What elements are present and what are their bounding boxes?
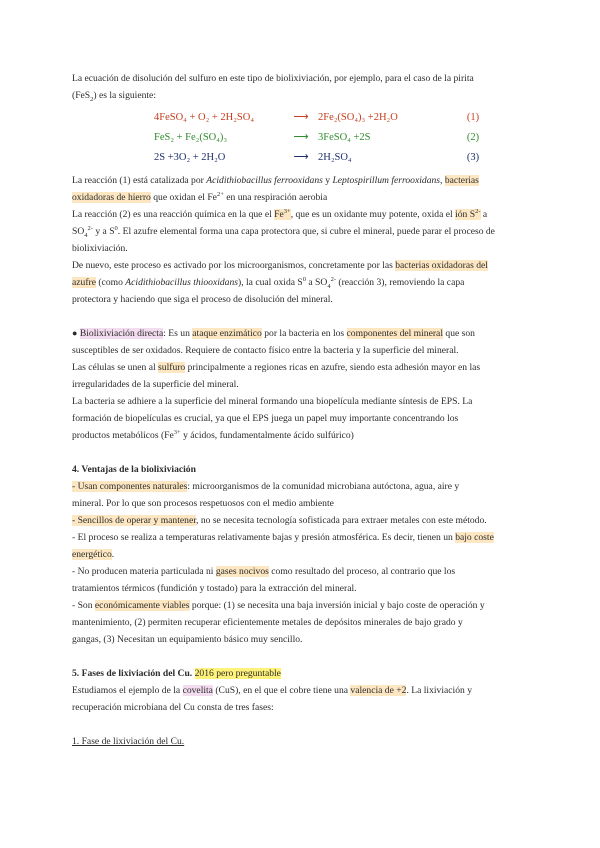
subscript: 2 xyxy=(90,95,94,103)
text: La bacteria se adhiere a la superficie del mineral formando una biopelícula mediante síntesis de EPS. La xyxy=(72,396,473,407)
equation-left: 4FeSO₄ + O₂ + 2H₂SO₄ xyxy=(154,112,254,123)
highlight: - Sencillos de operar y mantener xyxy=(72,515,197,526)
text: mantenimiento, (2) permiten recuperar eficientemente metales de depósitos minerales de bajo grado y xyxy=(72,617,463,628)
superscript: 2- xyxy=(87,224,93,232)
text: La reacción (2) es una reacción química en la que el xyxy=(72,209,275,220)
text: Estudiamos el ejemplo de la xyxy=(72,685,183,696)
bullet-icon: ● xyxy=(72,328,78,338)
text: La ecuación de disolución del sulfuro en este tipo de biolixiviación, por ejemplo, para el caso de la pirita xyxy=(72,73,474,84)
highlight: oxidadoras de hierro xyxy=(72,192,151,203)
highlight: valencia de +2 xyxy=(350,685,407,696)
highlight xyxy=(274,209,291,220)
text: , que es un oxidante muy potente, oxida el xyxy=(290,209,456,220)
phases-paragraph xyxy=(72,682,532,716)
text: formación de biopelículas es crucial, ya que el EPS juega un papel muy importante concentrando los xyxy=(72,413,459,424)
text: principalmente a regiones ricas en azufre, siendo esta adhesión mayor en las xyxy=(185,362,481,373)
arrow-icon: ⟶ xyxy=(293,152,309,163)
highlight: bacterias xyxy=(444,175,479,186)
equation-1 xyxy=(154,108,532,128)
text: y xyxy=(322,175,333,186)
text: . xyxy=(111,549,115,560)
text: recuperación microbiana del Cu consta de tres fases: xyxy=(72,702,274,713)
text: (reacción 3), removiendo la capa xyxy=(336,277,465,288)
highlight: bajo coste xyxy=(455,532,494,543)
subsection-heading: 1. Fase de lixiviación del Cu. xyxy=(72,736,185,747)
subscript: 4 xyxy=(84,231,88,239)
highlight: Biolixiviación directa xyxy=(79,328,164,339)
species-name: Acidithiobacillus thiooxidans xyxy=(125,277,238,288)
text: SO xyxy=(72,226,85,237)
reaction-1-paragraph xyxy=(72,172,532,206)
text: y a S xyxy=(92,226,115,237)
text: irregularidades de la superficie del mineral. xyxy=(72,379,239,390)
text: susceptibles de ser oxidados. Requiere de contacto físico entre la bacteria y la superficie del mineral. xyxy=(72,345,459,356)
superscript: 2+ xyxy=(216,190,224,198)
text: a SO xyxy=(306,277,328,288)
superscript: 3+ xyxy=(173,428,181,436)
highlight: gases nocivos xyxy=(215,566,269,577)
subscript: 4 xyxy=(327,282,331,290)
equation-left: 2S +3O₂ + 2H₂O xyxy=(154,152,226,163)
advantages-list xyxy=(72,478,532,648)
text: La reacción (1) está catalizada por xyxy=(72,175,207,186)
superscript: 2- xyxy=(330,275,336,283)
highlight: azufre xyxy=(72,277,96,288)
text: a xyxy=(480,209,488,220)
text: : microorganismos de la comunidad microbiana autóctona, agua, aire y xyxy=(187,481,460,492)
highlight-tag: 2016 pero preguntable xyxy=(194,668,281,679)
equation-number: (1) xyxy=(466,112,480,123)
text: ) es la siguiente: xyxy=(93,90,156,101)
arrow-icon: ⟶ xyxy=(293,132,309,143)
text: que son xyxy=(443,328,475,339)
text: que oxidan el Fe xyxy=(150,192,217,203)
superscript: 0 xyxy=(302,275,306,283)
text: por la bacteria en los xyxy=(261,328,347,339)
equation-2 xyxy=(154,128,532,148)
species-name: Leptospirillum ferrooxidans xyxy=(332,175,441,186)
text: - No producen materia particulada ni xyxy=(72,566,216,577)
text: ), la cual oxida S xyxy=(238,277,303,288)
text: biolixiviación. xyxy=(72,243,128,254)
text: gangas, (3) Necesitan un equipamiento básico muy sencillo. xyxy=(72,634,303,645)
highlight: - Usan componentes naturales xyxy=(72,481,188,492)
reaction-2-paragraph xyxy=(72,206,532,257)
text: De nuevo, este proceso es activado por los microorganismos, concretamente por las xyxy=(72,260,396,271)
equation-3 xyxy=(154,148,532,168)
highlight: energético xyxy=(72,549,112,560)
highlight: bacterias oxidadoras del xyxy=(395,260,488,271)
text: productos metabólicos (Fe xyxy=(72,430,174,441)
text: tratamientos térmicos (fundición y tostado) para la extracción del mineral. xyxy=(72,583,357,594)
superscript: 3+ xyxy=(283,207,291,215)
equation-number: (3) xyxy=(466,152,480,163)
text: porque: (1) se necesita una baja inversión inicial y bajo coste de operación y xyxy=(189,600,485,611)
equation-number: (2) xyxy=(466,132,480,143)
direct-bioleaching-paragraph xyxy=(72,325,532,444)
highlight xyxy=(455,209,480,220)
text: (como xyxy=(95,277,126,288)
text: - Son xyxy=(72,600,95,611)
heading-text: 5. Fases de lixiviación del Cu. xyxy=(72,668,193,679)
text: (CuS), en el que el cobre tiene una xyxy=(212,685,351,696)
text: y ácidos, fundamentalmente ácido sulfúrico) xyxy=(180,430,354,441)
text: (FeS xyxy=(72,90,91,101)
text: . El azufre elemental forma una capa protectora que, si cubre el mineral, puede parar el proceso de xyxy=(117,226,495,237)
highlight: económicamente viables xyxy=(94,600,190,611)
text: en una respiración aerobia xyxy=(223,192,328,203)
species-name: Acidithiobacillus ferrooxidans xyxy=(206,175,323,186)
superscript: 0 xyxy=(114,224,118,232)
arrow-icon: ⟶ xyxy=(293,112,309,123)
reaction-3-paragraph xyxy=(72,257,532,308)
equation-left: FeS₂ + Fe₂(SO₄)₃ xyxy=(154,132,228,143)
section-4-heading: 4. Ventajas de la biolixiviación xyxy=(72,464,196,475)
highlight: sulfuro xyxy=(158,362,186,373)
text: Las células se unen al xyxy=(72,362,159,373)
text: protectora y haciendo que siga el proceso de disolución del mineral. xyxy=(72,294,333,305)
text: . La lixiviación y xyxy=(406,685,472,696)
document-content xyxy=(72,70,532,750)
equation-right: 2H₂SO₄ xyxy=(318,152,352,163)
highlight: covelita xyxy=(182,685,213,696)
text: : Es un xyxy=(163,328,193,339)
text: - El proceso se realiza a temperaturas relativamente bajas y presión atmosférica. Es decir, tienen un xyxy=(72,532,456,543)
equation-right: 3FeSO₄ +2S xyxy=(318,132,371,143)
text: mineral. Por lo que son procesos respetuosos con el medio ambiente xyxy=(72,498,334,509)
text: Fe xyxy=(274,209,284,220)
reaction-equations xyxy=(154,108,532,168)
text: ión S xyxy=(455,209,476,220)
text: como resultado del proceso, al contrario que los xyxy=(268,566,456,577)
equation-right: 2Fe₂(SO₄)₃ +2H₂O xyxy=(318,112,398,123)
text: , xyxy=(440,175,445,186)
highlight: ataque enzimático xyxy=(192,328,262,339)
superscript: 2- xyxy=(475,207,481,215)
section-5-heading xyxy=(72,665,532,682)
highlight: componentes del mineral xyxy=(346,328,443,339)
text: , no se necesita tecnología sofisticada para extraer metales con este método. xyxy=(196,515,487,526)
intro-paragraph xyxy=(72,70,532,104)
